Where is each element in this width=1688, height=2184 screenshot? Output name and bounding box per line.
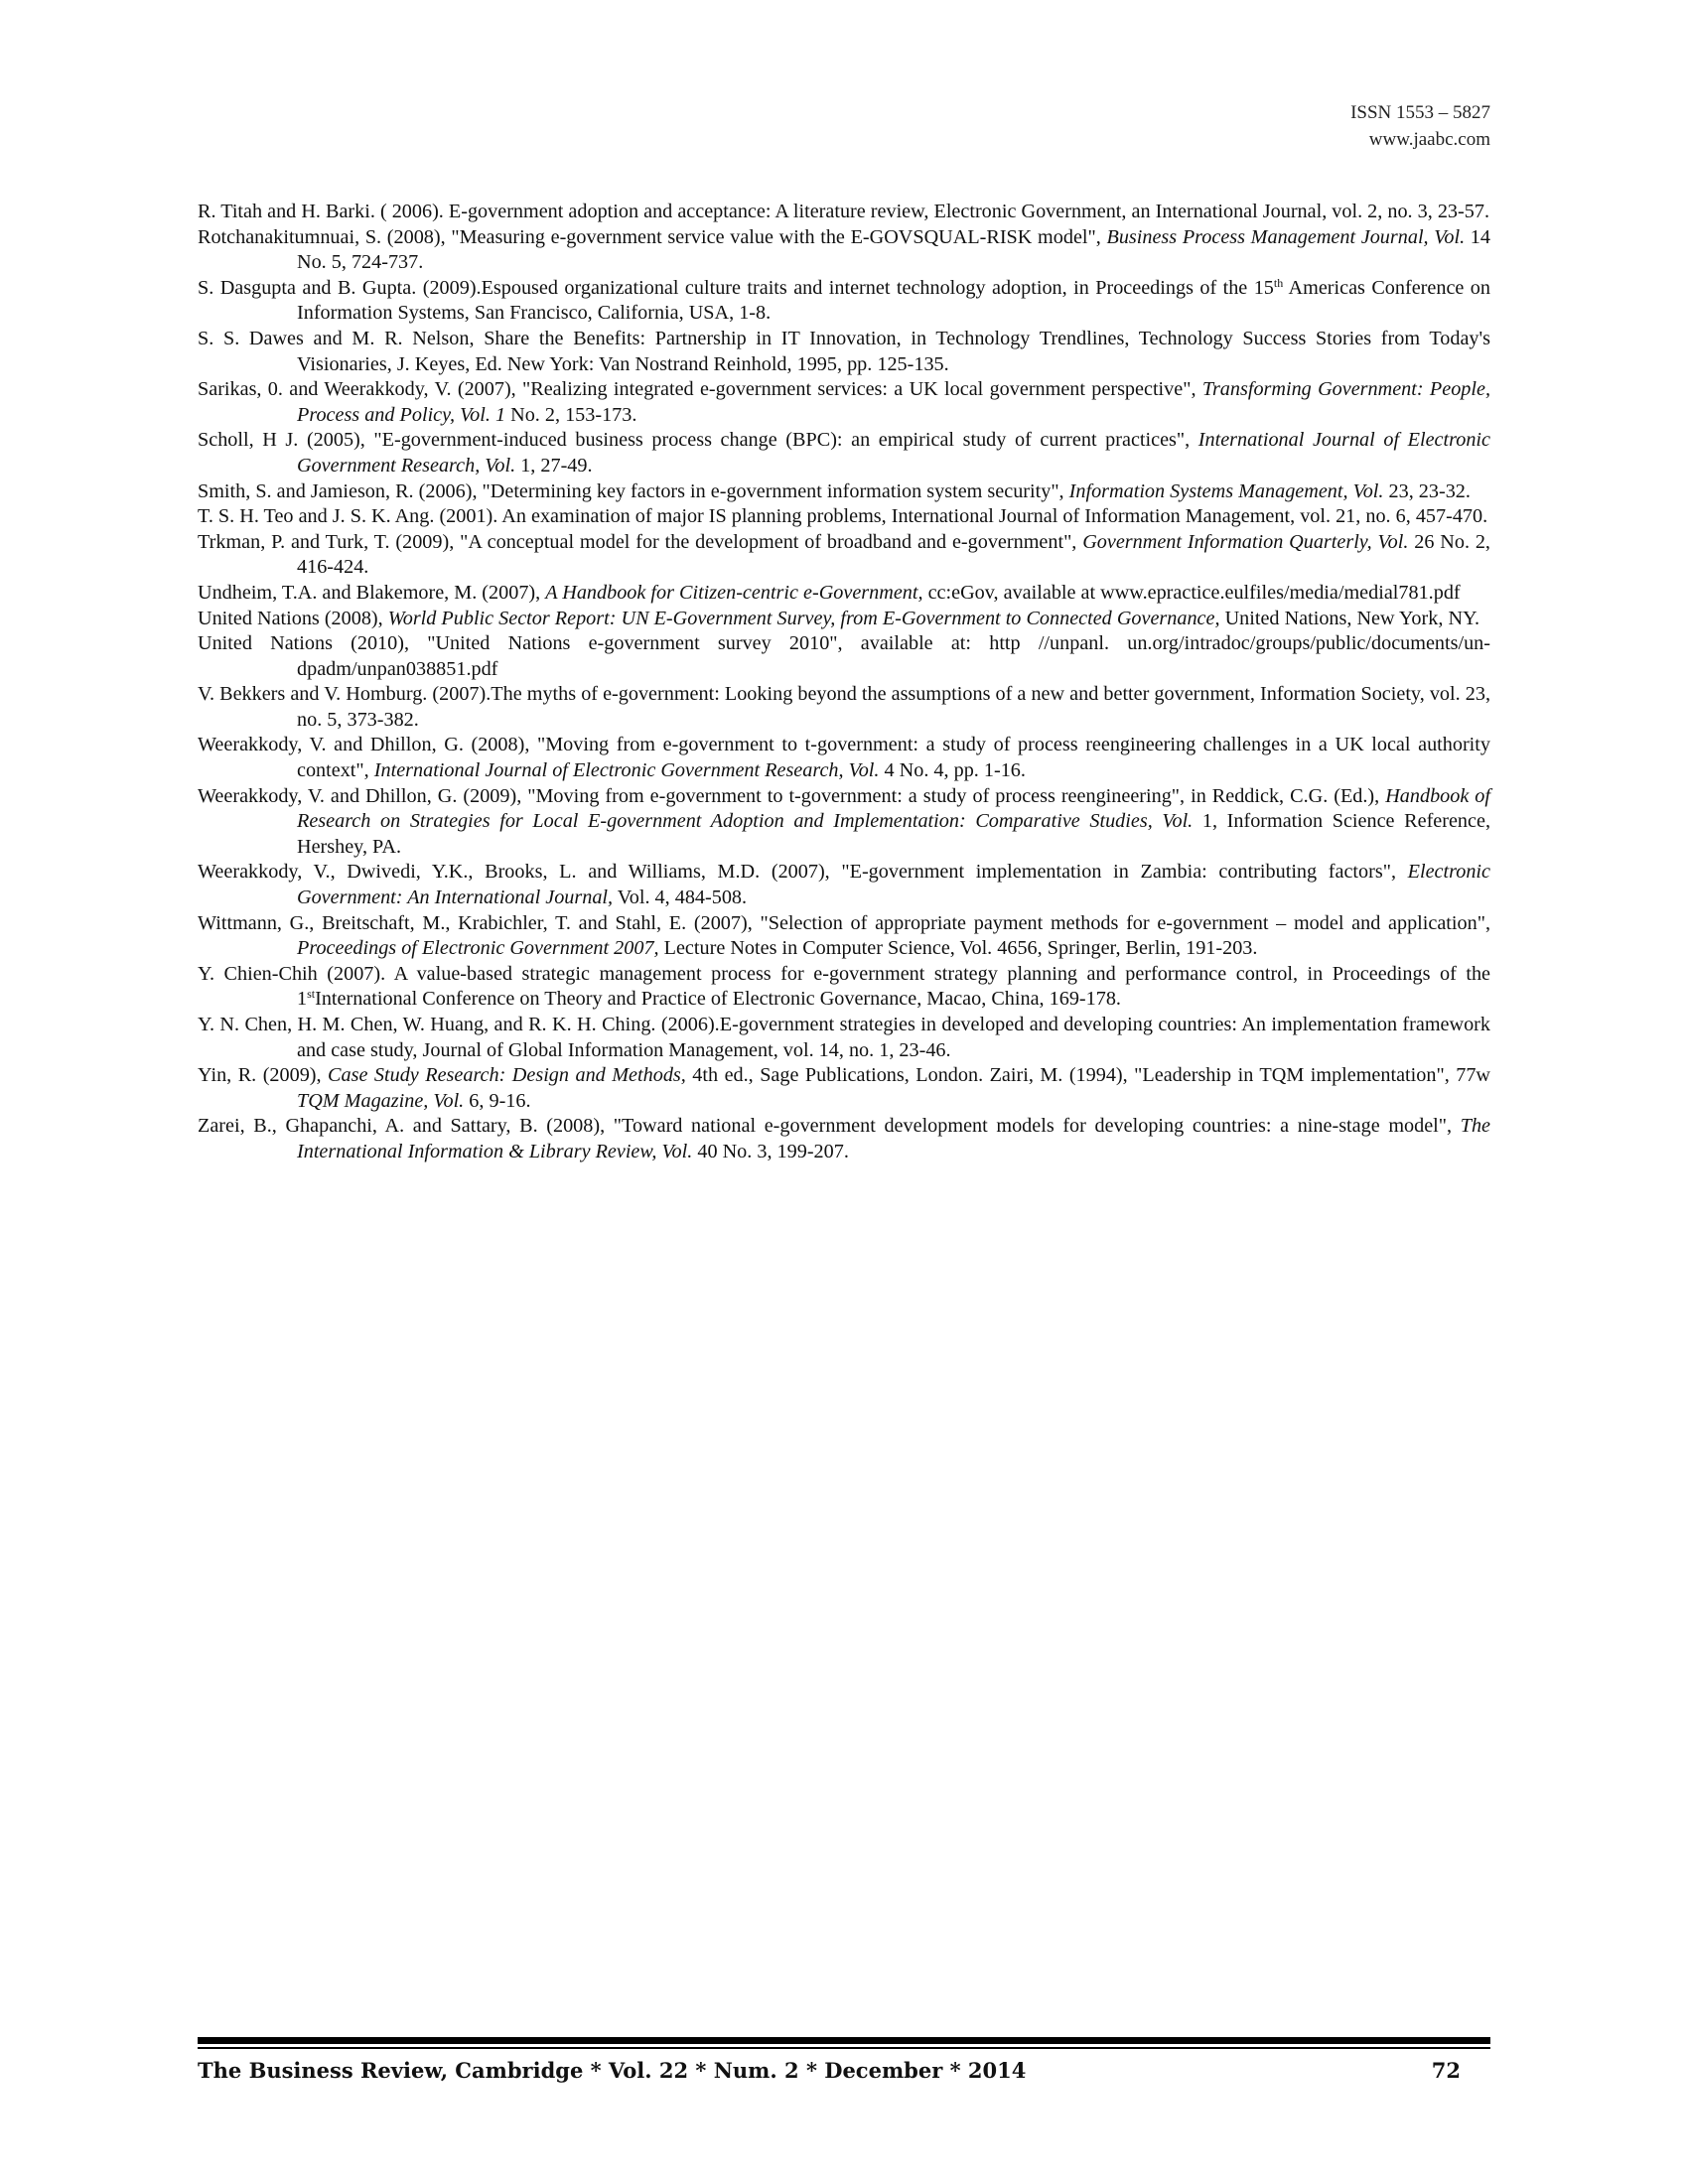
reference-text: 1, 27-49. [515, 454, 593, 477]
reference-entry [198, 1114, 1490, 1164]
italic-title: The International Information & Library Review, Vol. [297, 1115, 1490, 1162]
reference-entry [198, 860, 1490, 910]
italic-title: Government Information Quarterly, Vol. [1082, 530, 1409, 553]
reference-text: Wittmann, G., Breitschaft, M., Krabichler, T. and Stahl, E. (2007), "Selection of appropriate payment methods for e-government – model and application", [198, 911, 1490, 934]
page-header [1350, 99, 1490, 153]
website-label: www.jaabc.com [1368, 129, 1490, 150]
journal-citation: The Business Review, Cambridge * Vol. 22 * Num. 2 * December * 2014 [198, 2058, 1027, 2083]
reference-text: 23, 23-32. [1383, 479, 1471, 502]
reference-text: Y. Chien-Chih (2007). A value-based strategic management process for e-government strategy planning and performance control, in Proceedings of the 1 [198, 962, 1490, 1011]
reference-text: Rotchanakitumnuai, S. (2008), "Measuring e-government service value with the E-GOVSQUAL-RISK model", [198, 225, 1107, 248]
reference-text: Smith, S. and Jamieson, R. (2006), "Determining key factors in e-government information system security", [198, 479, 1069, 502]
reference-entry [198, 581, 1490, 607]
reference-entry [198, 504, 1490, 530]
reference-text: 4th ed., Sage Publications, London. Zairi, M. (1994), "Leadership in TQM implementation", 77w [685, 1064, 1490, 1087]
reference-entry [198, 225, 1490, 276]
reference-text: Zarei, B., Ghapanchi, A. and Sattary, B. (2008), "Toward national e-government development models for developing countries: a nine-stage model", [198, 1115, 1461, 1138]
reference-text: United Nations, New York, NY. [1219, 607, 1480, 629]
reference-text: United Nations (2008), [198, 607, 388, 629]
reference-text: 40 No. 3, 199-207. [692, 1140, 849, 1162]
italic-title: A Handbook for Citizen-centric e-Government, [545, 581, 923, 604]
reference-text: Lecture Notes in Computer Science, Vol. 4656, Springer, Berlin, 191-203. [658, 937, 1258, 960]
reference-entry [198, 733, 1490, 783]
reference-entry [198, 682, 1490, 733]
italic-title: International Journal of Electronic Government Research, Vol. [297, 429, 1490, 477]
reference-text: 1, Information Science Reference, Hershey, PA. [297, 810, 1490, 858]
page-number: 72 [1431, 2058, 1461, 2083]
italic-title: Business Process Management Journal, Vol. [1106, 225, 1466, 248]
reference-text: International Conference on Theory and Practice of Electronic Governance, Macao, China, 169-178. [315, 988, 1121, 1011]
reference-text: Scholl, H J. (2005), "E-government-induced business process change (BPC): an empirical study of current practices", [198, 429, 1198, 452]
reference-entry [198, 428, 1490, 478]
footer-rule-thick [198, 2037, 1490, 2044]
reference-text: 26 No. 2, 416-424. [297, 530, 1490, 579]
reference-text: Americas Conference on Information Systems, San Francisco, California, USA, 1-8. [297, 276, 1490, 325]
reference-text: Sarikas, 0. and Weerakkody, V. (2007), "Realizing integrated e-government services: a UK local government perspective", [198, 378, 1202, 401]
reference-text: Weerakkody, V., Dwivedi, Y.K., Brooks, L. and Williams, M.D. (2007), "E-government implementation in Zambia: contributing factors", [198, 861, 1408, 884]
italic-title: World Public Sector Report: UN E-Government Survey, from E-Government to Connected Governance, [387, 607, 1220, 629]
reference-entry [198, 1063, 1490, 1114]
italic-title: International Journal of Electronic Government Research, Vol. [373, 759, 880, 782]
reference-text: Vol. 4, 484-508. [613, 887, 748, 909]
reference-entry [198, 911, 1490, 962]
reference-text: V. Bekkers and V. Homburg. (2007).The myths of e-government: Looking beyond the assumptions of a new and better government, Information Society, vol. 23, no. 5, 373-382. [198, 683, 1490, 731]
reference-entry [198, 479, 1490, 505]
reference-entry [198, 1013, 1490, 1063]
superscript: th [1273, 275, 1284, 290]
reference-text: cc:eGov, available at www.epractice.eulfiles/media/medial781.pdf [922, 581, 1461, 604]
reference-entry [198, 327, 1490, 377]
reference-text: No. 2, 153-173. [505, 403, 637, 426]
reference-text: Weerakkody, V. and Dhillon, G. (2009), "Moving from e-government to t-government: a study of process reengineering", in Reddick, C.G. (Ed.), [198, 784, 1386, 807]
reference-text: Yin, R. (2009), [198, 1064, 329, 1087]
reference-text: United Nations (2010), "United Nations e-government survey 2010", available at: http //unpanl. un.org/intradoc/groups/public/documents/un-dpadm/unpan038851.pdf [198, 632, 1490, 680]
reference-text: T. S. H. Teo and J. S. K. Ang. (2001). An examination of major IS planning problems, International Journal of Information Management, vol. 21, no. 6, 457-470. [198, 505, 1488, 528]
reference-text: Weerakkody, V. and Dhillon, G. (2008), "Moving from e-government to t-government: a study of process reengineering challenges in a UK local authority context", [198, 734, 1490, 782]
italic-title: Information Systems Management, Vol. [1068, 479, 1384, 502]
reference-list [198, 200, 1490, 1165]
footer-rule-thin [198, 2047, 1490, 2049]
reference-text: Y. N. Chen, H. M. Chen, W. Huang, and R. K. H. Ching. (2006).E-government strategies in developed and developing countries: An implementation framework and case study, Journal of Global Information Management, vol. 14, no. 1, 23-46. [198, 1014, 1490, 1061]
superscript: st [307, 987, 316, 1002]
italic-title: Handbook of Research on Strategies for Local E-government Adoption and Implementation: Comparative Studies, Vol. [297, 784, 1491, 833]
reference-text: 6, 9-16. [464, 1089, 531, 1112]
italic-title: Proceedings of Electronic Government 2007, [297, 937, 659, 960]
reference-text: S. S. Dawes and M. R. Nelson, Share the Benefits: Partnership in IT Innovation, in Technology Trendlines, Technology Success Stories from Today's Visionaries, J. Keyes, Ed. New York: Van Nostrand Reinhold, 1995, pp. 125-135. [198, 327, 1490, 375]
reference-entry [198, 530, 1490, 581]
issn-label: ISSN 1553 – 5827 [1350, 102, 1490, 123]
reference-entry [198, 607, 1490, 632]
reference-entry [198, 200, 1490, 225]
italic-title: TQM Magazine, Vol. [297, 1089, 465, 1112]
reference-text: 4 No. 4, pp. 1-16. [879, 759, 1026, 782]
reference-text: R. Titah and H. Barki. ( 2006). E-government adoption and acceptance: A literature review, Electronic Government, an International Journal, vol. 2, no. 3, 23-57. [198, 201, 1489, 222]
reference-entry [198, 276, 1490, 327]
page-footer [198, 2056, 1461, 2086]
reference-text: Trkman, P. and Turk, T. (2009), "A conceptual model for the development of broadband and e-government", [198, 530, 1083, 553]
italic-title: Transforming Government: People, Process and Policy, Vol. 1 [297, 378, 1490, 426]
reference-entry [198, 631, 1490, 682]
reference-text: S. Dasgupta and B. Gupta. (2009).Espoused organizational culture traits and internet technology adoption, in Proceedings of the 15 [198, 276, 1274, 299]
reference-text: Undheim, T.A. and Blakemore, M. (2007), [198, 581, 546, 604]
reference-entry [198, 784, 1490, 861]
reference-entry [198, 377, 1490, 428]
reference-text: 14 No. 5, 724-737. [297, 225, 1490, 274]
italic-title: Electronic Government: An International Journal, [297, 861, 1490, 909]
italic-title: Case Study Research: Design and Methods, [328, 1064, 686, 1087]
reference-entry [198, 962, 1490, 1013]
